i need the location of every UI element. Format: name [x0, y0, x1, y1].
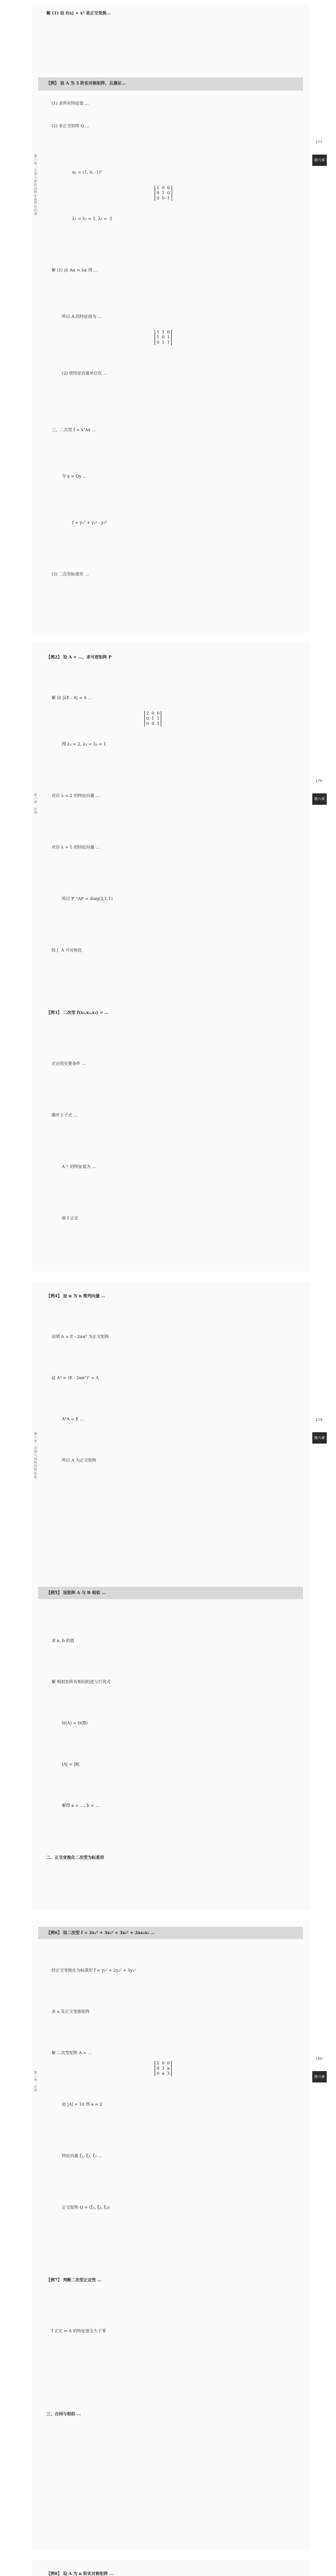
text-line: 正定的充要条件 …	[52, 1061, 86, 1066]
text-line: 【例5】 设矩阵 A 与 B 相似 …	[46, 1590, 106, 1595]
text-line: 所以 A 的特征值为 …	[62, 314, 102, 319]
page-number: 178	[315, 779, 323, 783]
text-line: 三、二次型 f = xᵀAx …	[52, 428, 96, 432]
text-line: 求 a 及正交变换矩阵	[52, 2009, 90, 2014]
text-line: 求 a, b 的值	[52, 1638, 75, 1643]
text-line: 解 (1) 设 f(x) = x² 是正交变换…	[46, 10, 111, 15]
chapter-side-text: 第六章 二次型	[34, 2071, 38, 2093]
text-line: |A| = |B|	[62, 1762, 80, 1767]
chapter-tab[interactable]: 第六章	[312, 2071, 327, 2082]
text-line: 【例6】 设二次型 f = 2x₁² + 3x₂² + 3x₃² + 2ax₂x₃ …	[46, 1930, 155, 1935]
text-line: (3) 二次型标准形 …	[52, 572, 89, 577]
text-line: 【例2】 设 A = …，求可逆矩阵 P	[46, 654, 112, 659]
text-line: 对应 λ = 2 的特征向量 …	[52, 793, 100, 798]
page-number: 180	[315, 2057, 323, 2061]
text-line: 得 λ₁ = 2, λ₂ = λ₃ = 1	[62, 742, 107, 747]
document-page-5	[0, 2555, 336, 2576]
text-line: 正交矩阵 Q = (ξ₁, ξ₂, ξ₃)	[62, 2205, 110, 2210]
chapter-side-text: 第六章 二次型与矩阵的特征值特征向量	[34, 155, 38, 216]
text-line: A⁻¹ 的特征值为 …	[62, 1164, 96, 1169]
chapter-side-text: 第六章 二次型与矩阵的特征值	[34, 1432, 38, 1479]
text-line: f 正定 ⇔ A 的特征值全大于零	[52, 2329, 106, 2333]
text-line: 证明 A = E - 2ααᵀ 为正交矩阵	[52, 1334, 109, 1339]
text-line: 二、正交变换化二次型为标准形	[46, 1855, 104, 1860]
page-frame	[32, 1921, 310, 2549]
matrix: 2 0 0 0 3 a 0 a 3	[155, 2061, 172, 2076]
text-line: 【例7】 判断二次型正定性 …	[46, 2277, 102, 2282]
text-line: 解 相似矩阵有相同的迹与行列式	[52, 1680, 111, 1684]
text-line: 【例】 设 A 为 3 阶实对称矩阵，且满足…	[46, 80, 126, 86]
text-line: (2) 求正交矩阵 Q …	[52, 124, 90, 128]
text-line: 顺序主子式 …	[52, 1113, 78, 1117]
text-line: (1) 求所有特征值 …	[52, 101, 89, 106]
text-line: 经正交变换化为标准形 f = y₁² + 2y₂² + 5y₃²	[52, 1968, 136, 1973]
page-frame	[32, 643, 310, 1272]
document-page-2	[0, 639, 336, 1278]
text-line: 【例8】 设 A 为 n 阶实对称矩阵 …	[46, 2571, 114, 2576]
text-line: 故 f 正定	[62, 1216, 79, 1221]
matrix: 1 0 0 0 1 0 0 0 -1	[155, 185, 172, 201]
text-line: 特征向量 ξ₁, ξ₂, ξ₃ …	[62, 2154, 103, 2158]
text-line: 所以 P⁻¹AP = diag(2,1,1)	[62, 896, 113, 901]
page-number: 177	[315, 140, 323, 144]
text-line: 三、合同与相似 …	[46, 2411, 81, 2416]
text-line: λ₁ = λ₂ = 1, λ₃ = -1	[72, 216, 113, 221]
chapter-tab[interactable]: 第六章	[312, 1432, 327, 1444]
text-line: 解 二次型矩阵 A = …	[52, 2050, 92, 2055]
matrix: 2 0 0 0 1 1 0 0 1	[144, 711, 161, 726]
text-line: 解得 a = …, b = …	[62, 1803, 100, 1808]
text-line: 【例4】 设 α 为 n 维列向量 …	[46, 1293, 106, 1298]
chapter-tab[interactable]: 第六章	[312, 155, 327, 166]
text-line: 证 Aᵀ = (E - 2ααᵀ)ᵀ = A	[52, 1376, 99, 1380]
page-number: 179	[315, 1418, 323, 1422]
text-line: 所以 A 为正交矩阵	[62, 1458, 96, 1463]
text-line: AᵀA = E …	[62, 1417, 85, 1421]
text-line: 令 x = Qy …	[62, 474, 87, 479]
text-line: 对应 λ = 1 的特征向量 …	[52, 845, 100, 850]
text-line: f = y₁² + y₂² - y₃²	[72, 520, 107, 525]
text-line: 【例3】 二次型 f(x₁,x₂,x₃) = …	[46, 1010, 109, 1015]
text-line: α₁ = (1, 0, -1)ᵀ	[72, 170, 103, 175]
text-line: 解 由 |λE - A| = 0 …	[52, 696, 92, 700]
matrix: 1 1 0 1 0 1 0 1 1	[155, 330, 172, 345]
text-line: 解 (1) 由 Aα = λα 得 …	[52, 268, 98, 273]
text-line: 由 |A| = 10 得 a = 2	[62, 2102, 103, 2107]
document-page-4	[0, 1917, 336, 2555]
text-line: 综上 A 可对角化	[52, 948, 82, 953]
document-page-1	[0, 0, 336, 639]
chapter-tab[interactable]: 第六章	[312, 793, 327, 805]
text-line: tr(A) = tr(B)	[62, 1721, 88, 1725]
chapter-side-text: 第六章 二次型	[34, 793, 38, 815]
text-line: (2) 将特征向量单位化 …	[62, 371, 108, 376]
document-page-3	[0, 1278, 336, 1917]
